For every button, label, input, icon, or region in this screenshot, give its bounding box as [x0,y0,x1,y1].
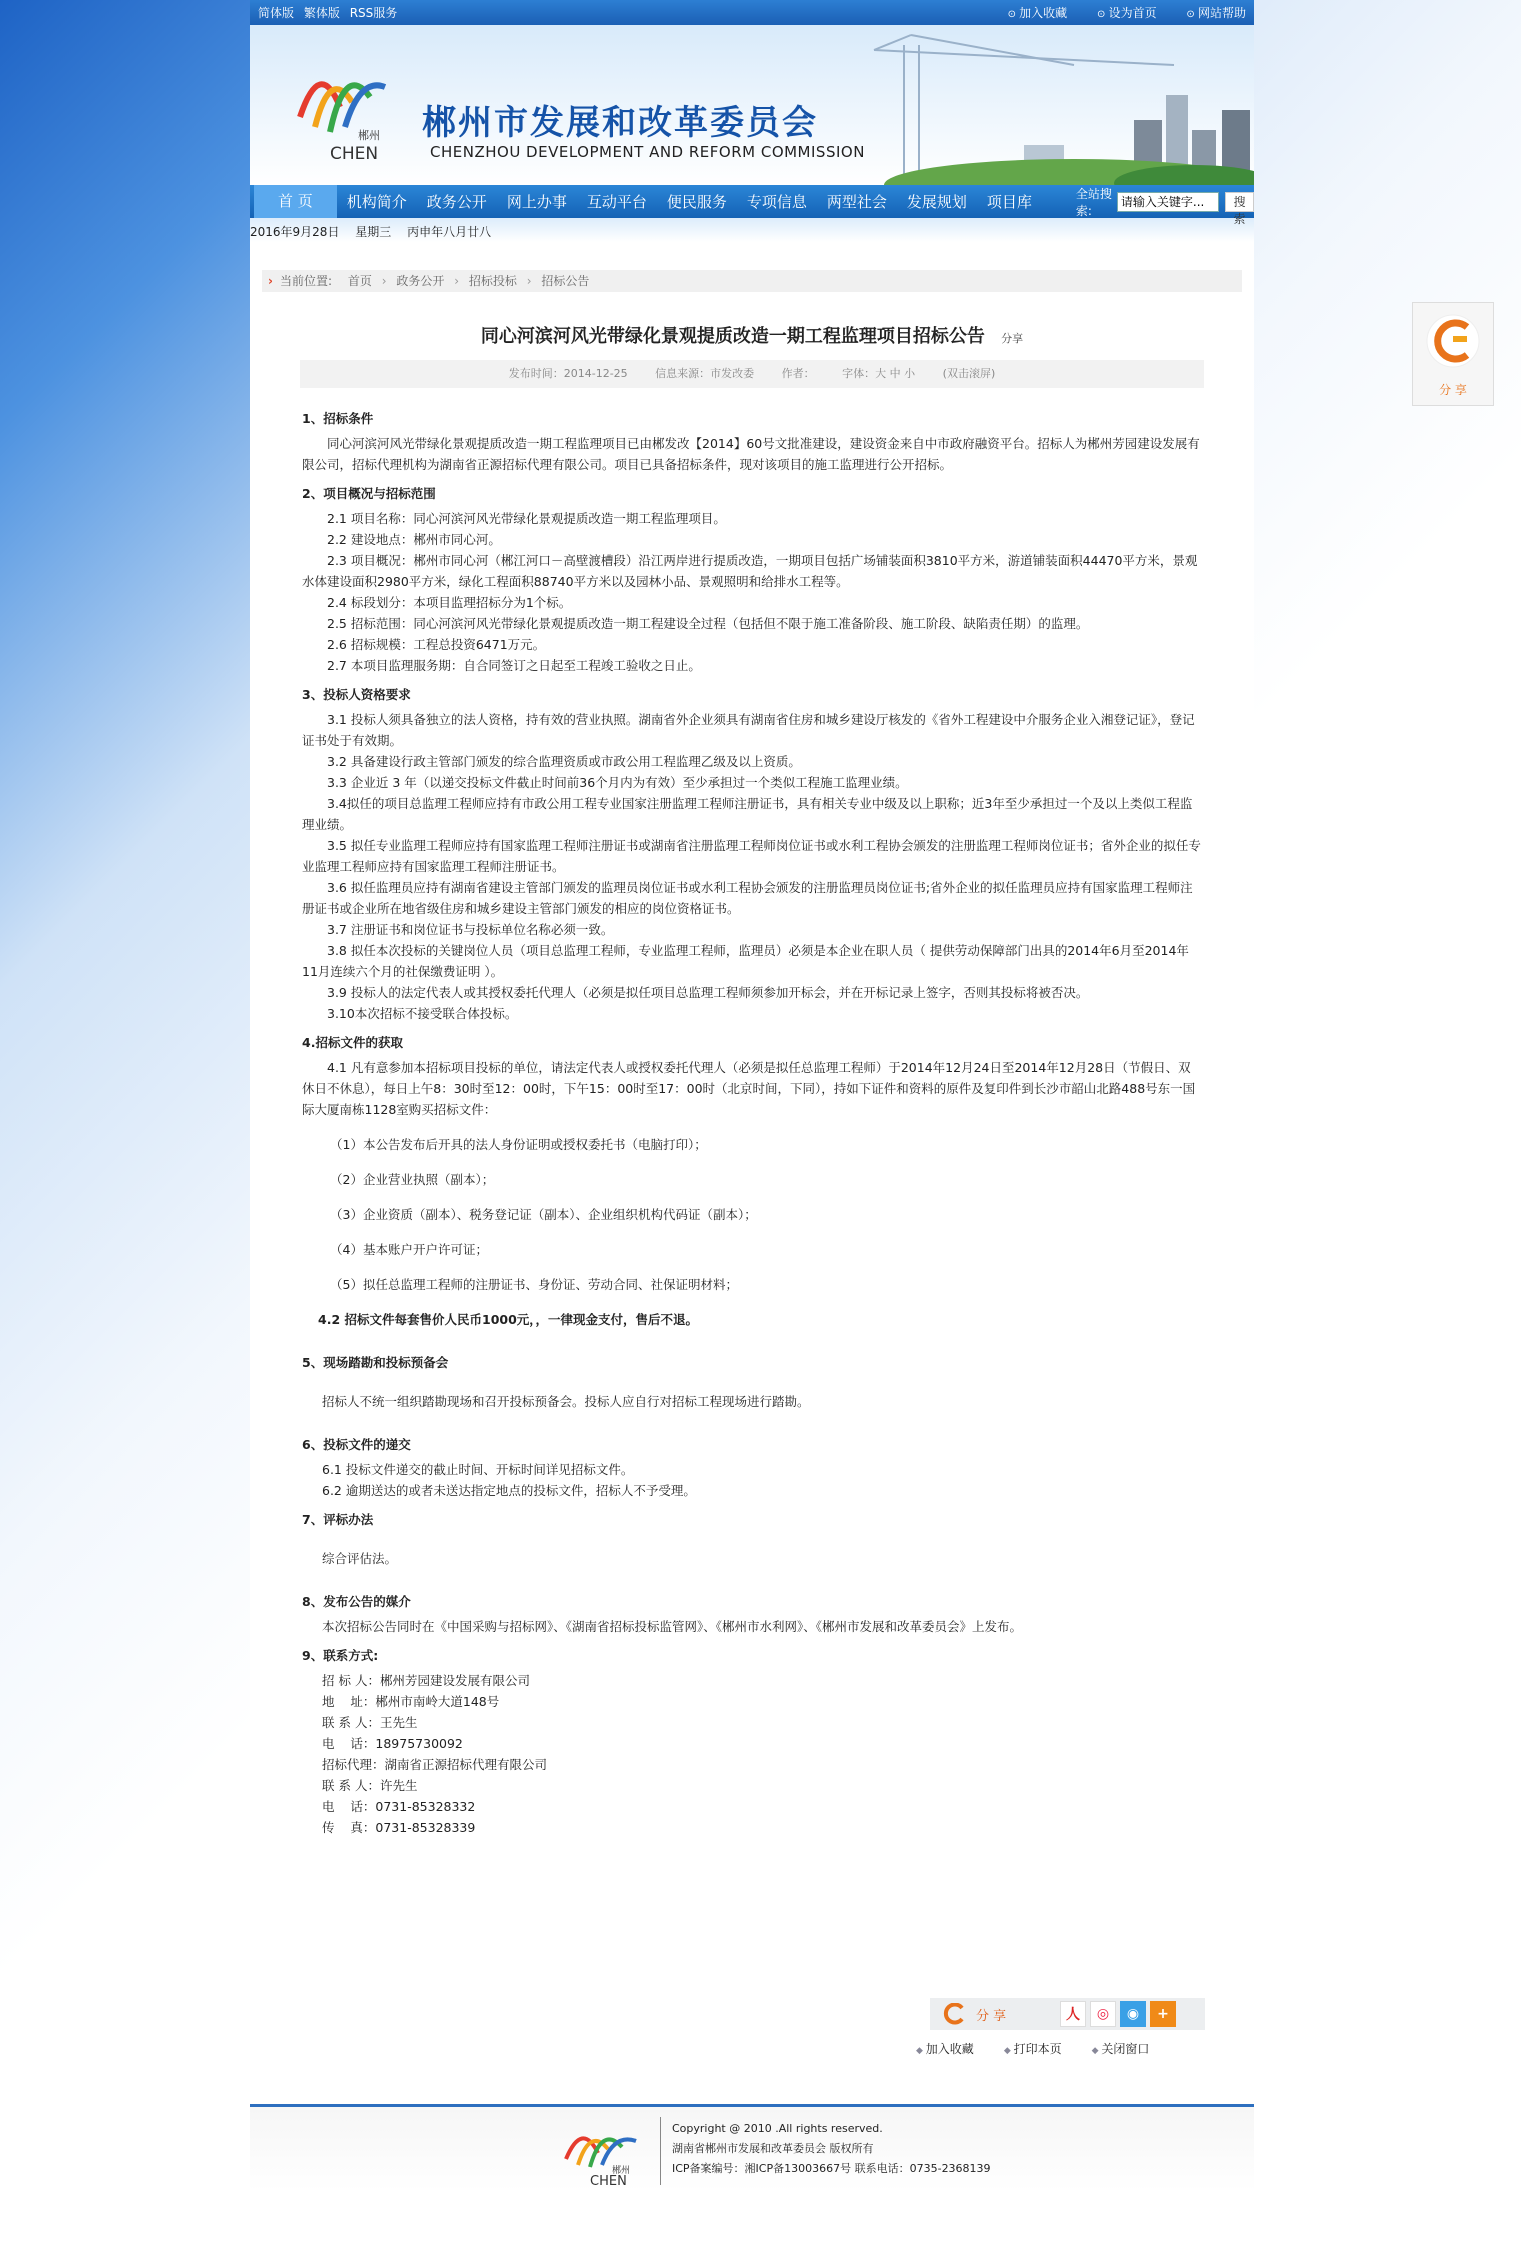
info-source: 信息来源：市发改委 [655,367,755,380]
nav-interaction[interactable]: 互动平台 [586,193,647,211]
paragraph: 3.10本次招标不接受联合体投标。 [327,1006,518,1021]
print-button[interactable]: ◆ 打印本页 [1004,2040,1062,2057]
breadcrumb-label: 当前位置: [280,274,333,288]
article-meta [300,360,1204,388]
skyline-illustration [774,25,1254,185]
breadcrumb-affairs[interactable]: 政务公开 [396,274,445,288]
breadcrumb: › 当前位置: 首页 › 政务公开 › 招标投标 › 招标公告 [262,270,1242,292]
paragraph: 本次招标公告同时在《中国采购与招标网》、《湖南省招标投标监管网》、《郴州市水利网》、《郴州市发展和改革委员会》上发布。 [322,1619,1023,1634]
nav-projects[interactable]: 项目库 [986,193,1032,211]
paragraph: 2.4 标段划分：本项目监理招标分为1个标。 [327,595,572,610]
share-bar [930,1998,1205,2030]
contact-line: 传 真：0731-85328339 [322,1820,476,1835]
qq-weibo-icon[interactable]: ◉ [1120,2001,1146,2027]
breadcrumb-bidding[interactable]: 招标投标 [468,274,517,288]
breadcrumb-home[interactable]: 首页 [347,274,372,288]
paragraph: 6.2 逾期送达的或者未送达指定地点的投标文件，招标人不予受理。 [322,1483,696,1498]
paragraph: 2.2 建设地点：郴州市同心河。 [327,532,501,547]
nav-public-service[interactable]: 便民服务 [666,193,727,211]
current-weekday: 星期三 [355,225,392,239]
paragraph: 3.4拟任的项目总监理工程师应持有市政公用工程专业国家注册监理工程师注册证书，具有相关专业中级及以上职称；近3年至少承担过一个及以上类似工程监理业绩。 [302,796,1193,832]
section-heading: 7、评标办法 [302,1512,374,1527]
date-bar [250,218,1254,242]
nav-online-service[interactable]: 网上办事 [506,193,567,211]
svg-text:郴州: 郴州 [358,129,380,142]
paragraph: 同心河滨河风光带绿化景观提质改造一期工程监理项目已由郴发改【2014】60号文批准建设，建设资金来自中市政府融资平台。招标人为郴州芳园建设发展有限公司，招标代理机构为湖南省正源招标代理有限公司。项目已具备招标条件，现对该项目的施工监理进行公开招标。 [302,436,1200,472]
contact-line: 联 系 人：王先生 [322,1715,418,1730]
paragraph: 3.3 企业近 3 年（以递交投标文件截止时间前36个月内为有效）至少承担过一个类似工程施工监理业绩。 [327,775,908,790]
contact-line: 电 话：18975730092 [322,1736,463,1751]
share-mini-button[interactable]: 分享 [1001,332,1024,345]
paragraph: 3.8 拟任本次投标的关键岗位人员（项目总监理工程师，专业监理工程师，监理员）必须是本企业在职人员（ 提供劳动保障部门出具的2014年6月至2014年11月连续六个月的社保缴费证明 ）。 [302,943,1189,979]
section-heading: 3、投标人资格要求 [302,687,411,702]
main-nav [250,185,1254,226]
section-heading: 4.招标文件的获取 [302,1035,403,1050]
rss-link[interactable]: RSS服务 [349,6,398,20]
header-banner [250,25,1254,185]
nav-special-info[interactable]: 专项信息 [746,193,807,211]
contact-line: 地 址：郴州市南岭大道148号 [322,1694,500,1709]
section-heading: 8、发布公告的媒介 [302,1594,411,1609]
renren-icon[interactable]: 人 [1060,2001,1086,2027]
contact-line: 联 系 人：许先生 [322,1778,418,1793]
price-notice: 4.2 招标文件每套售价人民币1000元，，一律现金支付，售后不退。 [318,1312,699,1327]
section-heading: 6、投标文件的递交 [302,1437,411,1452]
paragraph: 2.5 招标范围：同心河滨河风光带绿化景观提质改造一期工程建设全过程（包括但不限于施工准备阶段、施工阶段、缺陷责任期）的监理。 [327,616,1089,631]
paragraph: 2.3 项目概况：郴州市同心河（郴江河口－高壁渡槽段）沿江两岸进行提质改造，一期项目包括广场铺装面积3810平方米，游道铺装面积44470平方米，景观水体建设面积2980平方米，绿化工程面积88740平方米以及园林小品、景观照明和给排水工程等。 [302,553,1198,589]
list-item: （5）拟任总监理工程师的注册证书、身份证、劳动合同、社保证明材料； [330,1277,738,1292]
paragraph: 2.6 招标规模：工程总投资6471万元。 [327,637,546,652]
paragraph: 6.1 投标文件递交的截止时间、开标时间详见招标文件。 [322,1462,634,1477]
search-label: 全站搜索: [1075,186,1112,218]
more-share-icon[interactable]: + [1150,2001,1176,2027]
list-item: （1）本公告发布后开具的法人身份证明或授权委托书（电脑打印）； [330,1137,707,1152]
paragraph: 3.9 投标人的法定代表人或其授权委托代理人（必须是拟任项目总监理工程师须参加开标会，并在开标记录上签字，否则其投标将被否决。 [327,985,1089,1000]
paragraph: 3.2 具备建设行政主管部门颁发的综合监理资质或市政公用工程监理乙级及以上资质。 [327,754,801,769]
section-heading: 2、项目概况与招标范围 [302,486,436,501]
site-title: 郴州市发展和改革委员会 [422,103,818,143]
article-actions [916,2040,1149,2057]
floating-share-widget[interactable] [1412,302,1494,406]
list-item: （3）企业资质（副本）、税务登记证（副本）、企业组织机构代码证（副本）； [330,1207,757,1222]
set-homepage-link[interactable]: ⊙ 设为首页 [1097,6,1157,20]
site-logo[interactable] [290,47,400,167]
list-item: （4）基本账户开户许可证； [330,1242,488,1257]
contact-line: 招标代理：湖南省正源招标代理有限公司 [322,1757,548,1772]
article-title: 同心河滨河风光带绿化景观提质改造一期工程监理项目招标公告 [480,326,985,347]
list-item: （2）企业营业执照（副本）； [330,1172,495,1187]
contact-line: 招 标 人：郴州芳园建设发展有限公司 [322,1673,530,1688]
current-date: 2016年9月28日 [250,225,340,239]
paragraph: 3.1 投标人须具备独立的法人资格，持有效的营业执照。湖南省外企业须具有湖南省住房和城乡建设厅核发的《省外工程建设中介服务企业入湘登记证》，登记证书处于有效期。 [302,712,1195,748]
share-label[interactable]: 分 享 [976,2008,1007,2024]
paragraph: 2.1 项目名称：同心河滨河风光带绿化景观提质改造一期工程监理项目。 [327,511,726,526]
simplified-link[interactable]: 简体版 [258,6,295,20]
nav-affairs[interactable]: 政务公开 [426,193,487,211]
nav-two-type-society[interactable]: 两型社会 [826,193,887,211]
breadcrumb-notice[interactable]: 招标公告 [541,274,590,288]
floating-share-label: 分 享 [1439,383,1467,397]
nav-planning[interactable]: 发展规划 [906,193,967,211]
publish-date: 发布时间：2014-12-25 [508,367,628,380]
copyright: Copyright @ 2010 .All rights reserved. [672,2122,883,2135]
font-size-control[interactable]: 字体：大 中 小 [842,367,916,380]
lunar-date: 丙申年八月廿八 [407,225,492,239]
scroll-toggle[interactable]: (双击滚屏) [942,367,996,380]
paragraph: 2.7 本项目监理服务期：自合同签订之日起至工程竣工验收之日止。 [327,658,701,673]
paragraph: 4.1 凡有意参加本招标项目投标的单位，请法定代表人或授权委托代理人（必须是拟任总监理工程师）于2014年12月24日至2014年12月28日（节假日、双休日不休息），每日上午8：30时至12：00时，下午15：00时至17：00时（北京时间，下同），持如下证件和资料的原件及复印件到长沙市韶山北路488号东一国际大厦南栋1128室购买招标文件： [302,1060,1196,1117]
contact-line: 电 话：0731-85328332 [322,1799,476,1814]
section-heading: 5、现场踏勘和投标预备会 [302,1355,449,1370]
help-link[interactable]: ⊙ 网站帮助 [1186,6,1246,20]
add-favorite-button[interactable]: ◆ 加入收藏 [916,2040,974,2057]
search-input[interactable] [1117,192,1219,212]
nav-home[interactable]: 首 页 [254,185,337,218]
footer-logo [560,2117,650,2187]
footer-icp: ICP备案编号：湘ICP备13003667号 联系电话：0735-2368139 [672,2162,991,2175]
svg-text:CHEN: CHEN [330,144,379,164]
paragraph: 3.7 注册证书和岗位证书与投标单位名称必须一致。 [327,922,614,937]
paragraph: 3.6 拟任监理员应持有湖南省建设主管部门颁发的监理员岗位证书或水利工程协会颁发的注册监理员岗位证书;省外企业的拟任监理员应持有国家监理工程师注册证书或企业所在地省级住房和城乡建设主管部门颁发的相应的岗位资格证书。 [302,880,1193,916]
footer-owner: 湖南省郴州市发展和改革委员会 版权所有 [672,2142,874,2155]
footer [250,2104,1254,2191]
paragraph: 综合评估法。 [322,1551,398,1566]
top-bar [250,0,1254,25]
share-logo-icon [1423,309,1483,373]
section-heading: 9、联系方式: [302,1648,379,1663]
paragraph: 3.5 拟任专业监理工程师应持有国家监理工程师注册证书或湖南省注册监理工程师岗位证书或水利工程协会颁发的注册监理工程师岗位证书；省外企业的拟任专业监理工程师应持有国家监理工程师注册证书。 [302,838,1201,874]
article-body [250,408,1254,1838]
traditional-link[interactable]: 繁体版 [303,6,340,20]
article-title-row [250,322,1254,348]
svg-text:CHEN: CHEN [590,2174,627,2187]
svg-text:郴州: 郴州 [612,2166,631,2176]
section-heading: 1、招标条件 [302,411,374,426]
author: 作者： [781,367,815,380]
paragraph: 招标人不统一组织踏勘现场和召开投标预备会。投标人应自行对招标工程现场进行踏勘。 [322,1394,810,1409]
share-logo-icon [942,2003,966,2025]
add-favorite-link[interactable]: ⊙ 加入收藏 [1008,6,1068,20]
weibo-icon[interactable]: ◎ [1090,2001,1116,2027]
page-container [250,0,1254,2241]
close-window-button[interactable]: ◆ 关闭窗口 [1092,2040,1150,2057]
site-subtitle: CHENZHOU DEVELOPMENT AND REFORM COMMISSION [430,143,865,161]
nav-about[interactable]: 机构简介 [346,193,407,211]
search-button[interactable]: 搜索 [1225,192,1254,212]
